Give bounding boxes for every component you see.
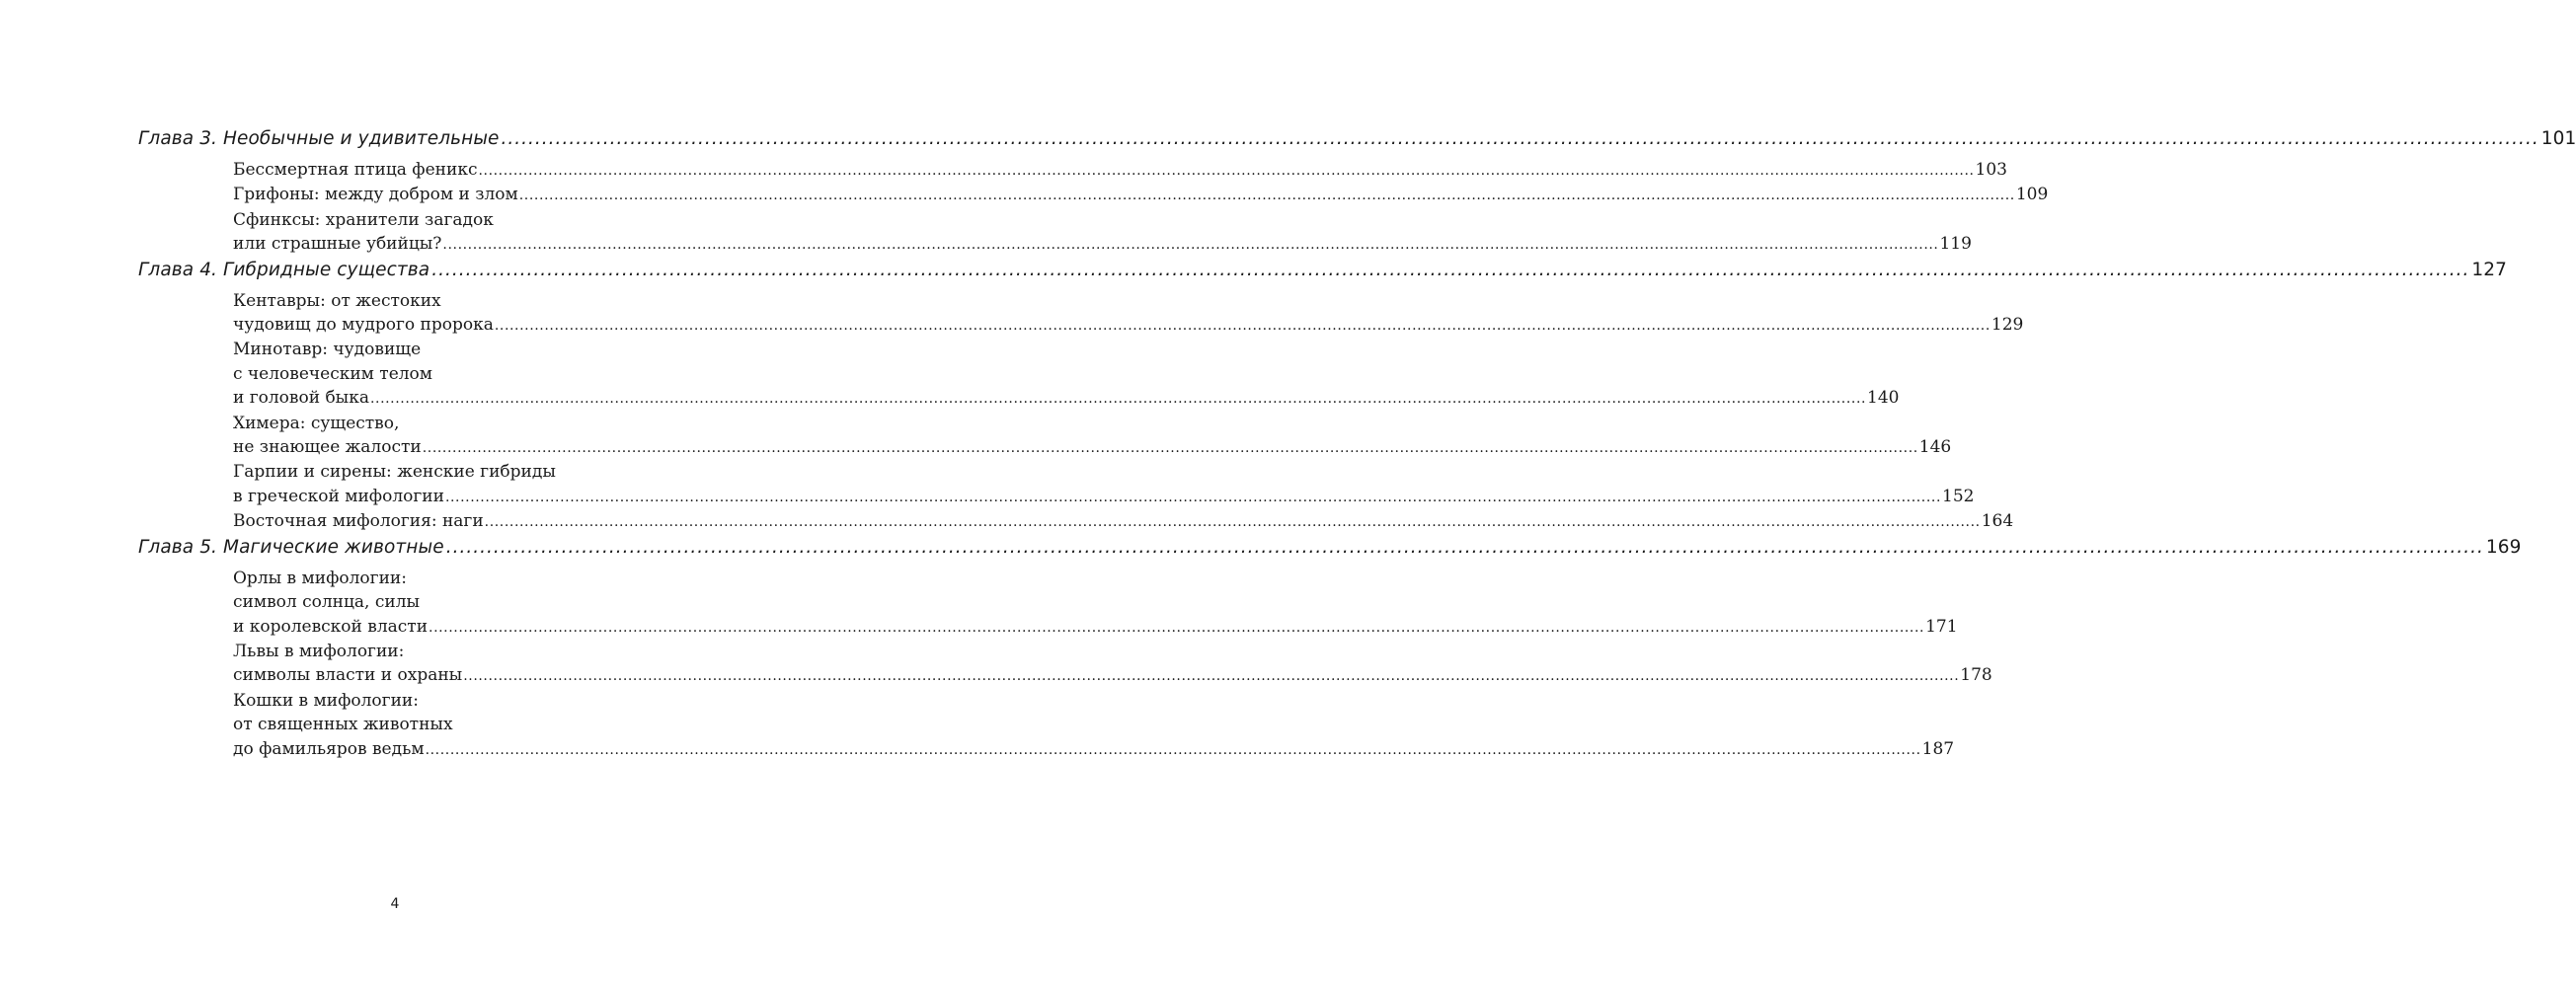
toc-entry[interactable]: [233, 640, 1992, 689]
entry-title-line: Грифоны: между добром и злом: [233, 185, 518, 205]
dot-leader: ............................................................................................................................................................................................................................................................................................................: [478, 163, 1975, 179]
entry-last-line: [233, 183, 2049, 207]
dot-leader: ............................................................................................................................................................................................................................................................................................................: [494, 318, 1991, 335]
entry-title-line: и головой быка: [233, 388, 369, 409]
chapter-heading[interactable]: [138, 258, 2508, 283]
entry-page-number: 129: [1991, 315, 2024, 336]
entry-title-line: Львы в мифологии:: [233, 641, 405, 661]
entry-title-line: символ солнца, силы: [233, 592, 421, 613]
entry-title-line: Сфинксы: хранители загадок: [233, 209, 494, 230]
entry-title-line: Бессмертная птица феникс: [233, 160, 478, 180]
chapter-block: [138, 258, 2508, 535]
entry-last-line: [233, 386, 1900, 411]
dot-leader: ............................................................................................................................................................................................................................................................................................................: [422, 440, 1918, 457]
toc-entry[interactable]: [233, 567, 1958, 640]
entry-page-number: 119: [1939, 234, 1972, 255]
entry-page-number: 152: [1942, 486, 1975, 506]
entry-page-number: 187: [1921, 738, 1955, 759]
entry-last-line: [233, 313, 2024, 338]
chapter-title: Глава 4. Гибридные существа: [138, 259, 430, 280]
dot-leader: ............................................................................................................................................................................................................................................................................................................: [501, 128, 2539, 149]
entry-page-number: 146: [1918, 437, 1952, 458]
entry-last-line: [233, 158, 2007, 183]
entry-title-line: или страшные убийцы?: [233, 234, 442, 255]
entry-title-line: Кошки в мифологии:: [233, 690, 419, 711]
chapter-heading[interactable]: [138, 535, 2522, 561]
entry-title-line: не знающее жалости: [233, 437, 422, 458]
dot-leader: ............................................................................................................................................................................................................................................................................................................: [425, 741, 1921, 758]
entry-last-line: [233, 232, 1972, 257]
dot-leader: ............................................................................................................................................................................................................................................................................................................: [442, 237, 1939, 254]
entry-list: [233, 158, 2049, 258]
entry-title-line: Гарпии и сирены: женские гибриды: [233, 462, 556, 483]
toc-entry[interactable]: [233, 158, 2007, 183]
entry-title-line: с человеческим телом: [233, 363, 433, 384]
dot-leader: ............................................................................................................................................................................................................................................................................................................: [484, 514, 1981, 531]
toc-entry[interactable]: [233, 289, 2024, 339]
entry-title-line: Минотавр: чудовище: [233, 340, 422, 360]
entry-page-number: 171: [1925, 616, 1958, 637]
table-of-contents: [138, 126, 2576, 762]
toc-entry[interactable]: [233, 338, 1900, 411]
chapter-page-number: 169: [2485, 536, 2522, 558]
toc-entry[interactable]: [233, 412, 1952, 461]
entry-page-number: 103: [1975, 160, 2007, 180]
entry-title-line: Восточная мифология: наги: [233, 511, 484, 532]
entry-title-line: Кентавры: от жестоких: [233, 290, 441, 311]
chapter-title: Глава 3. Необычные и удивительные: [138, 128, 500, 149]
entry-title-line: и королевской власти: [233, 616, 429, 637]
entry-page-number: 140: [1867, 388, 1900, 409]
entry-title-line: символы власти и охраны: [233, 665, 463, 686]
entry-page-number: 164: [1981, 511, 2014, 532]
entry-title-line: Орлы в мифологии:: [233, 568, 407, 588]
dot-leader: ............................................................................................................................................................................................................................................................................................................: [431, 259, 2470, 280]
dot-leader: ............................................................................................................................................................................................................................................................................................................: [369, 391, 1867, 408]
dot-leader: ............................................................................................................................................................................................................................................................................................................: [463, 668, 1960, 685]
toc-entry[interactable]: [233, 183, 2049, 207]
entry-title-line: чудовищ до мудрого пророка: [233, 315, 494, 336]
toc-entry[interactable]: [233, 460, 1975, 509]
entry-last-line: [233, 435, 1952, 460]
entry-page-number: 178: [1960, 665, 1992, 686]
dot-leader: ............................................................................................................................................................................................................................................................................................................: [445, 536, 2484, 558]
toc-entry[interactable]: [233, 689, 1955, 762]
chapter-heading[interactable]: [138, 126, 2576, 152]
entry-last-line: [233, 615, 1958, 640]
dot-leader: ............................................................................................................................................................................................................................................................................................................: [518, 188, 2015, 204]
chapter-block: [138, 126, 2576, 258]
dot-leader: ............................................................................................................................................................................................................................................................................................................: [429, 619, 1925, 636]
entry-title-line: Химера: существо,: [233, 413, 400, 433]
chapter-block: [138, 535, 2522, 762]
entry-last-line: [233, 485, 1975, 509]
entry-title-line: до фамильяров ведьм: [233, 738, 425, 759]
chapter-page-number: 127: [2471, 259, 2508, 280]
entry-title-line: от священных животных: [233, 715, 453, 735]
chapter-title: Глава 5. Магические животные: [138, 536, 444, 558]
entry-list: [233, 567, 1992, 762]
entry-page-number: 109: [2015, 185, 2049, 205]
entry-last-line: [233, 509, 2014, 534]
dot-leader: ............................................................................................................................................................................................................................................................................................................: [444, 489, 1941, 505]
entry-title-line: в греческой мифологии: [233, 486, 444, 506]
entry-last-line: [233, 663, 1992, 688]
toc-entry[interactable]: [233, 509, 2014, 534]
entry-last-line: [233, 737, 1955, 762]
page-number: 4: [390, 896, 400, 912]
toc-entry[interactable]: [233, 208, 1972, 258]
entry-list: [233, 289, 2024, 535]
chapter-page-number: 101: [2540, 128, 2576, 149]
